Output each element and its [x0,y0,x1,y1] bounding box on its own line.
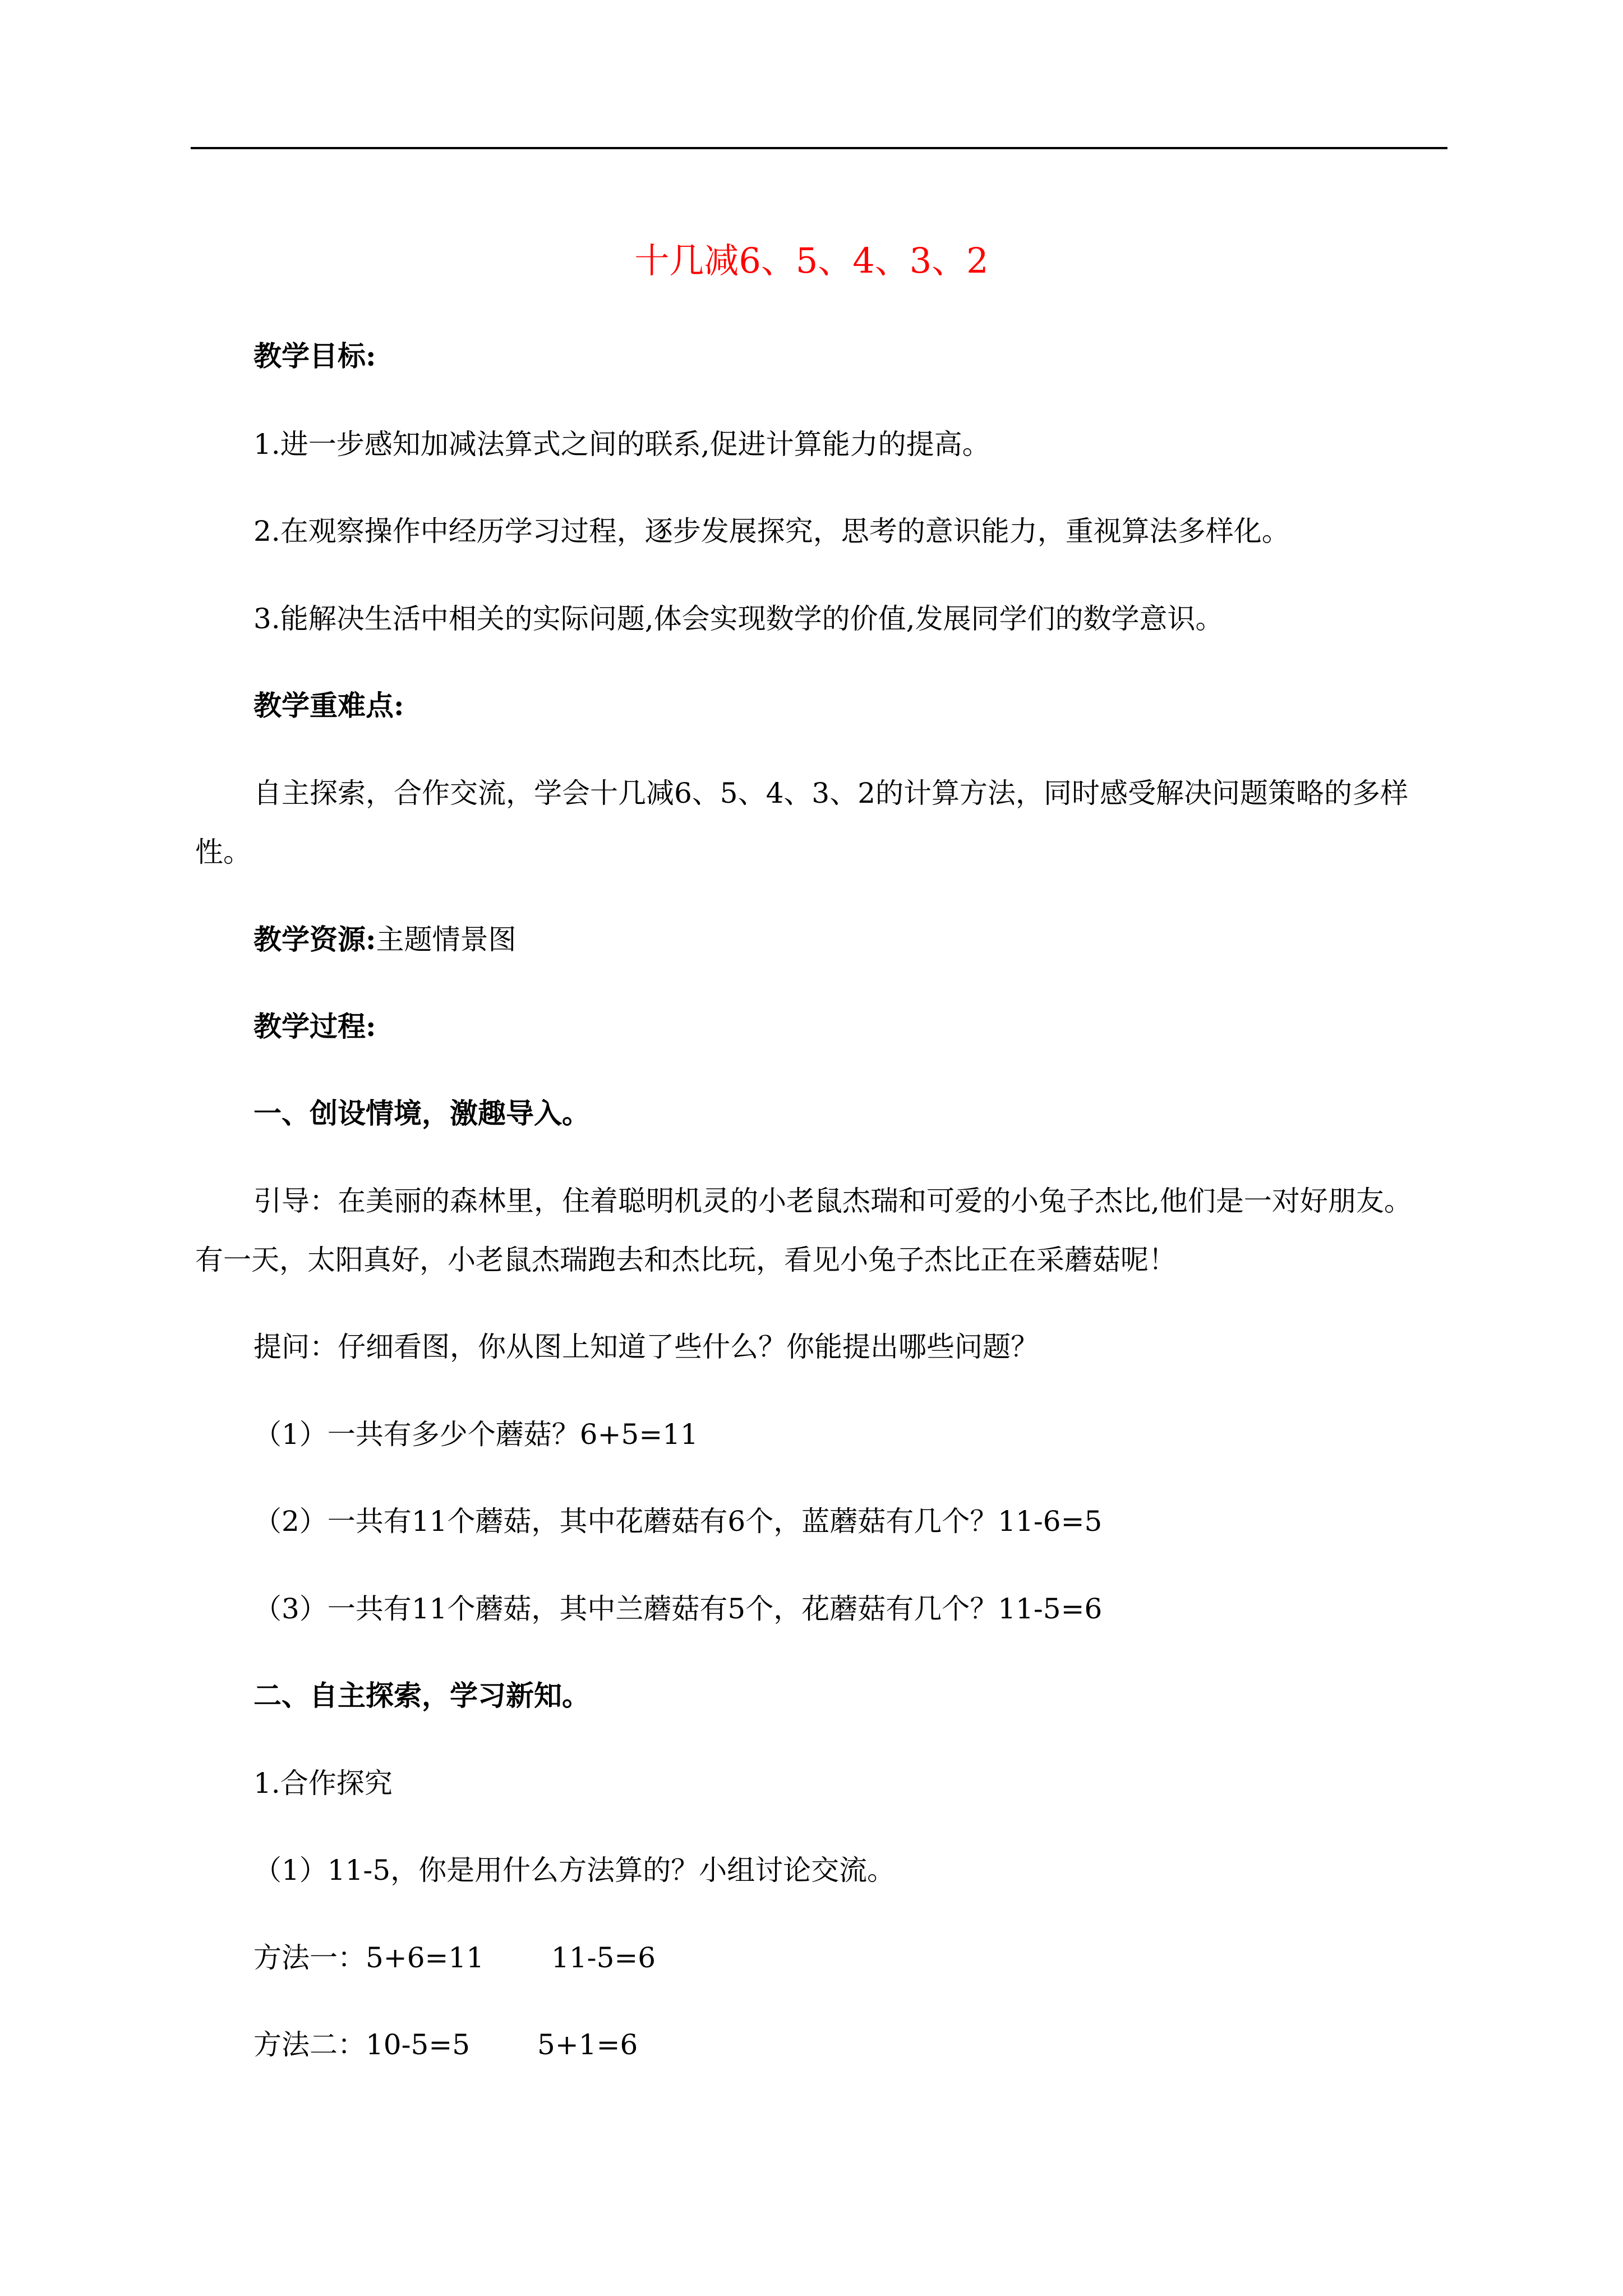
keypoints-heading: 教学重难点: [253,689,404,722]
method-1-equation: 11-5=6 [551,1941,656,1974]
intro-line-2: 有一天，太阳真好，小老鼠杰瑞跑去和杰比玩，看见小兔子杰比正在采蘑菇呢！ [195,1244,1177,1276]
method-2-equation: 5+1=6 [537,2028,638,2061]
resources-line [253,920,516,959]
keypoints-line-2: 性。 [195,836,251,868]
question-2: （2）一共有11个蘑菇，其中花蘑菇有6个，蓝蘑菇有几个？11-6=5 [253,1505,1103,1538]
section-1-heading: 一、创设情境，激趣导入。 [253,1097,590,1130]
process-heading: 教学过程: [253,1010,376,1043]
page-title: 十几减6、5、4、3、2 [634,240,989,281]
keypoints-line-1: 自主探索，合作交流，学会十几减6、5、4、3、2的计算方法，同时感受解决问题策略的多样 [253,777,1409,809]
subsection-1: 1.合作探究 [253,1767,393,1800]
goal-2: 2.在观察操作中经历学习过程，逐步发展探究，思考的意识能力，重视算法多样化。 [253,515,1290,547]
question-1: （1）一共有多少个蘑菇？6+5=11 [253,1418,698,1451]
question-3: （3）一共有11个蘑菇，其中兰蘑菇有5个，花蘑菇有几个？11-5=6 [253,1593,1103,1625]
resources-heading: 教学资源: [253,923,376,956]
method-2 [253,2025,638,2064]
method-2-label: 方法二：10-5=5 [253,2028,471,2061]
goal-1: 1.进一步感知加减法算式之间的联系,促进计算能力的提高。 [253,428,990,461]
resources-text: 主题情景图 [376,923,517,956]
method-1 [253,1938,656,1977]
intro-line-1: 引导：在美丽的森林里，住着聪明机灵的小老鼠杰瑞和可爱的小兔子杰比,他们是一对好朋友。 [253,1185,1412,1217]
goals-heading: 教学目标: [253,339,376,372]
subsection-1-question: （1）11-5，你是用什么方法算的？小组讨论交流。 [253,1854,896,1887]
header-rule [191,147,1447,149]
method-1-label: 方法一：5+6=11 [253,1941,485,1974]
goal-3: 3.能解决生活中相关的实际问题,体会实现数学的价值,发展同学们的数学意识。 [253,602,1224,635]
section-2-heading: 二、自主探索，学习新知。 [253,1679,590,1712]
question-line: 提问：仔细看图，你从图上知道了些什么？你能提出哪些问题？ [253,1331,1039,1363]
